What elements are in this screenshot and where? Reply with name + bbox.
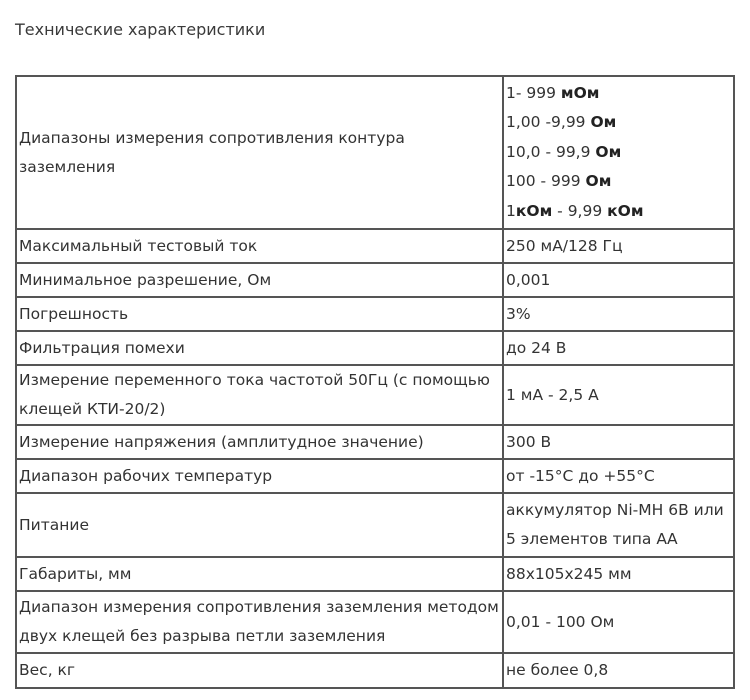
spec-value: не более 0,8 (503, 653, 734, 688)
table-row (16, 425, 734, 459)
spec-key: Диапазон измерения сопротивления заземления методом двух клещей без разрыва петли заземления (16, 591, 503, 653)
spec-value: 88х105х245 мм (503, 557, 734, 591)
spec-value: от -15°С до +55°С (503, 459, 734, 493)
spec-value: аккумулятор Ni-MH 6В или 5 элементов типа АА (503, 493, 734, 557)
range-unit: мОм (560, 83, 600, 102)
range-line (506, 197, 731, 227)
spec-value: 300 В (503, 425, 734, 459)
range-value: 100 - 999 (506, 172, 586, 191)
spec-key: Погрешность (16, 297, 503, 331)
spec-value: 0,001 (503, 263, 734, 297)
range-value: - 9,99 (552, 201, 608, 220)
range-value: 1 (506, 201, 516, 220)
spec-key: Измерение переменного тока частотой 50Гц (с помощью клещей КТИ-20/2) (16, 365, 503, 425)
range-value: 1,00 -9,99 (506, 113, 591, 132)
spec-value: 3% (503, 297, 734, 331)
range-unit: Ом (590, 113, 617, 132)
spec-value: 0,01 - 100 Ом (503, 591, 734, 653)
spec-value: до 24 В (503, 331, 734, 365)
spec-key: Диапазоны измерения сопротивления контура заземления (16, 76, 503, 229)
spec-key: Вес, кг (16, 653, 503, 688)
range-value: 10,0 - 99,9 (506, 142, 596, 161)
range-unit: кОм (607, 201, 644, 220)
spec-key: Максимальный тестовый ток (16, 229, 503, 263)
spec-value: 1 мА - 2,5 А (503, 365, 734, 425)
table-row (16, 76, 734, 229)
range-value: 1- 999 (506, 83, 561, 102)
range-line (506, 108, 731, 138)
table-row (16, 591, 734, 653)
table-row (16, 229, 734, 263)
specs-table (15, 75, 735, 689)
spec-key: Диапазон рабочих температур (16, 459, 503, 493)
table-row (16, 365, 734, 425)
table-row (16, 263, 734, 297)
range-line (506, 167, 731, 197)
table-row (16, 459, 734, 493)
range-unit: Ом (585, 172, 612, 191)
table-row (16, 557, 734, 591)
spec-value (503, 76, 734, 229)
spec-key: Измерение напряжения (амплитудное значение) (16, 425, 503, 459)
range-line (506, 138, 731, 168)
spec-key: Фильтрация помехи (16, 331, 503, 365)
range-unit: кОм (515, 201, 553, 220)
spec-key: Минимальное разрешение, Ом (16, 263, 503, 297)
spec-key: Габариты, мм (16, 557, 503, 591)
range-unit: Ом (595, 142, 622, 161)
range-line (506, 79, 731, 109)
table-row (16, 331, 734, 365)
section-title: Технические характеристики (15, 20, 266, 39)
spec-value: 250 мА/128 Гц (503, 229, 734, 263)
table-row (16, 493, 734, 557)
spec-key: Питание (16, 493, 503, 557)
table-row (16, 297, 734, 331)
table-row (16, 653, 734, 688)
